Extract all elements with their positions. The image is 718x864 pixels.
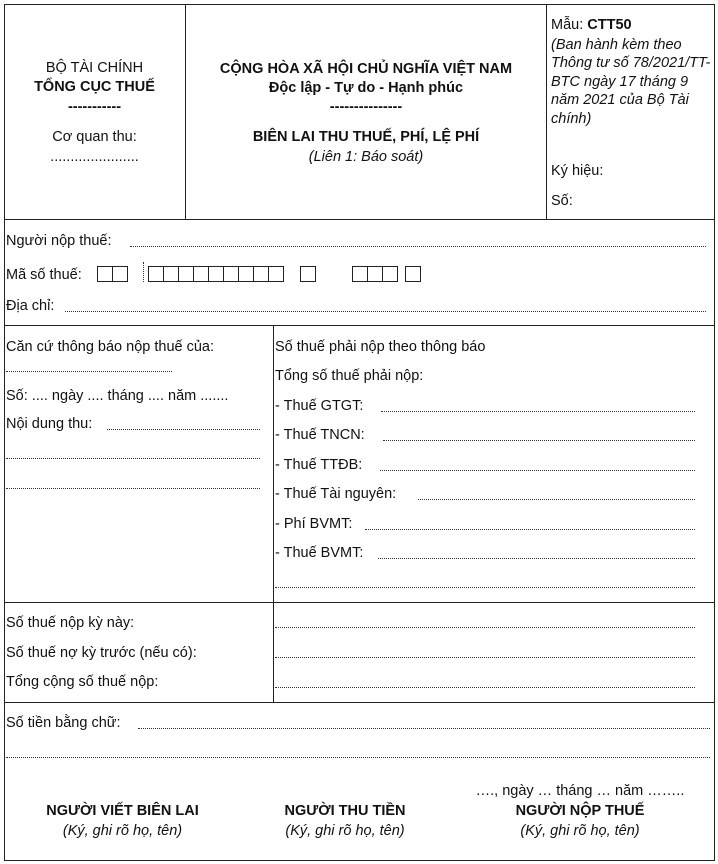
amount-in-words-dots [138,728,710,729]
sct-dots [380,470,695,471]
writer-sign-note: (Ký, ghi rõ họ, tên) [62,823,183,839]
env-fee-dots [365,529,695,530]
address-label: Địa chỉ: [6,298,55,314]
content-dots [107,429,260,430]
agency-label: Cơ quan thu: [52,129,137,145]
border-bottom [4,860,715,861]
collector-sign-note: (Ký, ghi rõ họ, tên) [285,823,405,839]
tax-code-box [382,266,398,282]
payable-label: Số thuế phải nộp theo thông báo [275,339,486,355]
tax-code-box [352,266,368,282]
border-top [4,4,715,5]
header-divider-2 [546,4,547,219]
tax-code-box [253,266,269,282]
resource-tax-label: - Thuế Tài nguyên: [275,486,397,502]
border-right [714,4,715,861]
form-code: CTT50 [587,17,632,33]
this-period-dots [275,627,695,628]
env-tax-dots [378,558,695,559]
payer-bottom-line [4,325,715,326]
payer-title: NGƯỜI NỘP THUẾ [515,803,645,819]
total-payable-label: Tổng số thuế phải nộp: [275,368,424,384]
header-bottom-line [4,219,715,220]
tax-code-box [112,266,128,282]
middle-divider [273,325,274,702]
ministry-name: BỘ TÀI CHÍNH [45,60,144,76]
content-dots-3 [6,488,260,489]
vat-dots [381,411,695,412]
symbol-label: Ký hiệu: [551,163,604,179]
amount-in-words-dots-2 [6,757,710,758]
vat-label: - Thuế GTGT: [275,398,364,414]
amounts-bottom-line [4,602,715,603]
issued-note: (Ban hành kèm theo Thông tư số 78/2021/TT-BTC ngày 17 tháng 9 năm 2021 của Bộ Tài chính) [551,37,711,127]
total-paid-label: Tổng cộng số thuế nộp: [6,674,159,690]
sign-date-line: …., ngày … tháng … năm …….. [475,783,685,799]
republic-heading: CỘNG HÒA XÃ HỘI CHỦ NGHĨA VIỆT NAM [219,61,513,77]
copy-note: (Liên 1: Báo soát) [308,149,424,165]
tax-code-box [405,266,421,282]
payer-name-label: Người nộp thuế: [6,233,112,249]
notice-basis-label: Căn cứ thông báo nộp thuế của: [6,339,215,355]
tax-code-box [268,266,284,282]
extra-dots [275,587,695,588]
tax-code-label: Mã số thuế: [6,267,82,283]
dash-separator-long: --------------- [329,99,403,115]
env-fee-label: - Phí BVMT: [275,516,353,532]
notice-date-line: Số: .... ngày .... tháng .... năm ....... [6,388,229,404]
summary-bottom-line [4,702,715,703]
tax-code-box [193,266,209,282]
tax-code-box [223,266,239,282]
tax-code-box [163,266,179,282]
previous-debt-label: Số thuế nợ kỳ trước (nếu có): [6,645,197,661]
content-dots-2 [6,458,260,459]
agency-dots: ...................... [50,149,139,165]
sct-label: - Thuế TTĐB: [275,457,363,473]
form-label: Mẫu: [551,17,588,33]
notice-basis-dots [6,371,172,372]
tax-code-box [178,266,194,282]
collector-title: NGƯỜI THU TIỀN [284,803,406,819]
previous-debt-dots [275,657,695,658]
dash-separator: ----------- [67,99,122,115]
tax-code-box [367,266,383,282]
address-dots [65,311,706,312]
this-period-label: Số thuế nộp kỳ này: [6,615,135,631]
payer-name-dots [130,246,706,247]
motto: Độc lập - Tự do - Hạnh phúc [268,80,464,96]
total-paid-dots [275,687,695,688]
tax-code-box [238,266,254,282]
env-tax-label: - Thuế BVMT: [275,545,364,561]
content-label: Nội dung thu: [6,416,93,432]
pit-dots [383,440,695,441]
tax-code-box [97,266,113,282]
pit-label: - Thuế TNCN: [275,427,365,443]
tax-code-box [300,266,316,282]
payer-sign-note: (Ký, ghi rõ họ, tên) [520,823,640,839]
form-code-line [551,16,632,34]
department-name: TỔNG CỤC THUẾ [34,79,155,95]
tax-code-box [208,266,224,282]
number-label: Số: [551,193,573,209]
tax-code-box [148,266,164,282]
tax-code-separator [143,262,144,282]
amount-in-words-label: Số tiền bằng chữ: [6,715,121,731]
document-title: BIÊN LAI THU THUẾ, PHÍ, LỆ PHÍ [252,129,480,145]
resource-tax-dots [418,499,695,500]
writer-title: NGƯỜI VIẾT BIÊN LAI [46,803,199,819]
